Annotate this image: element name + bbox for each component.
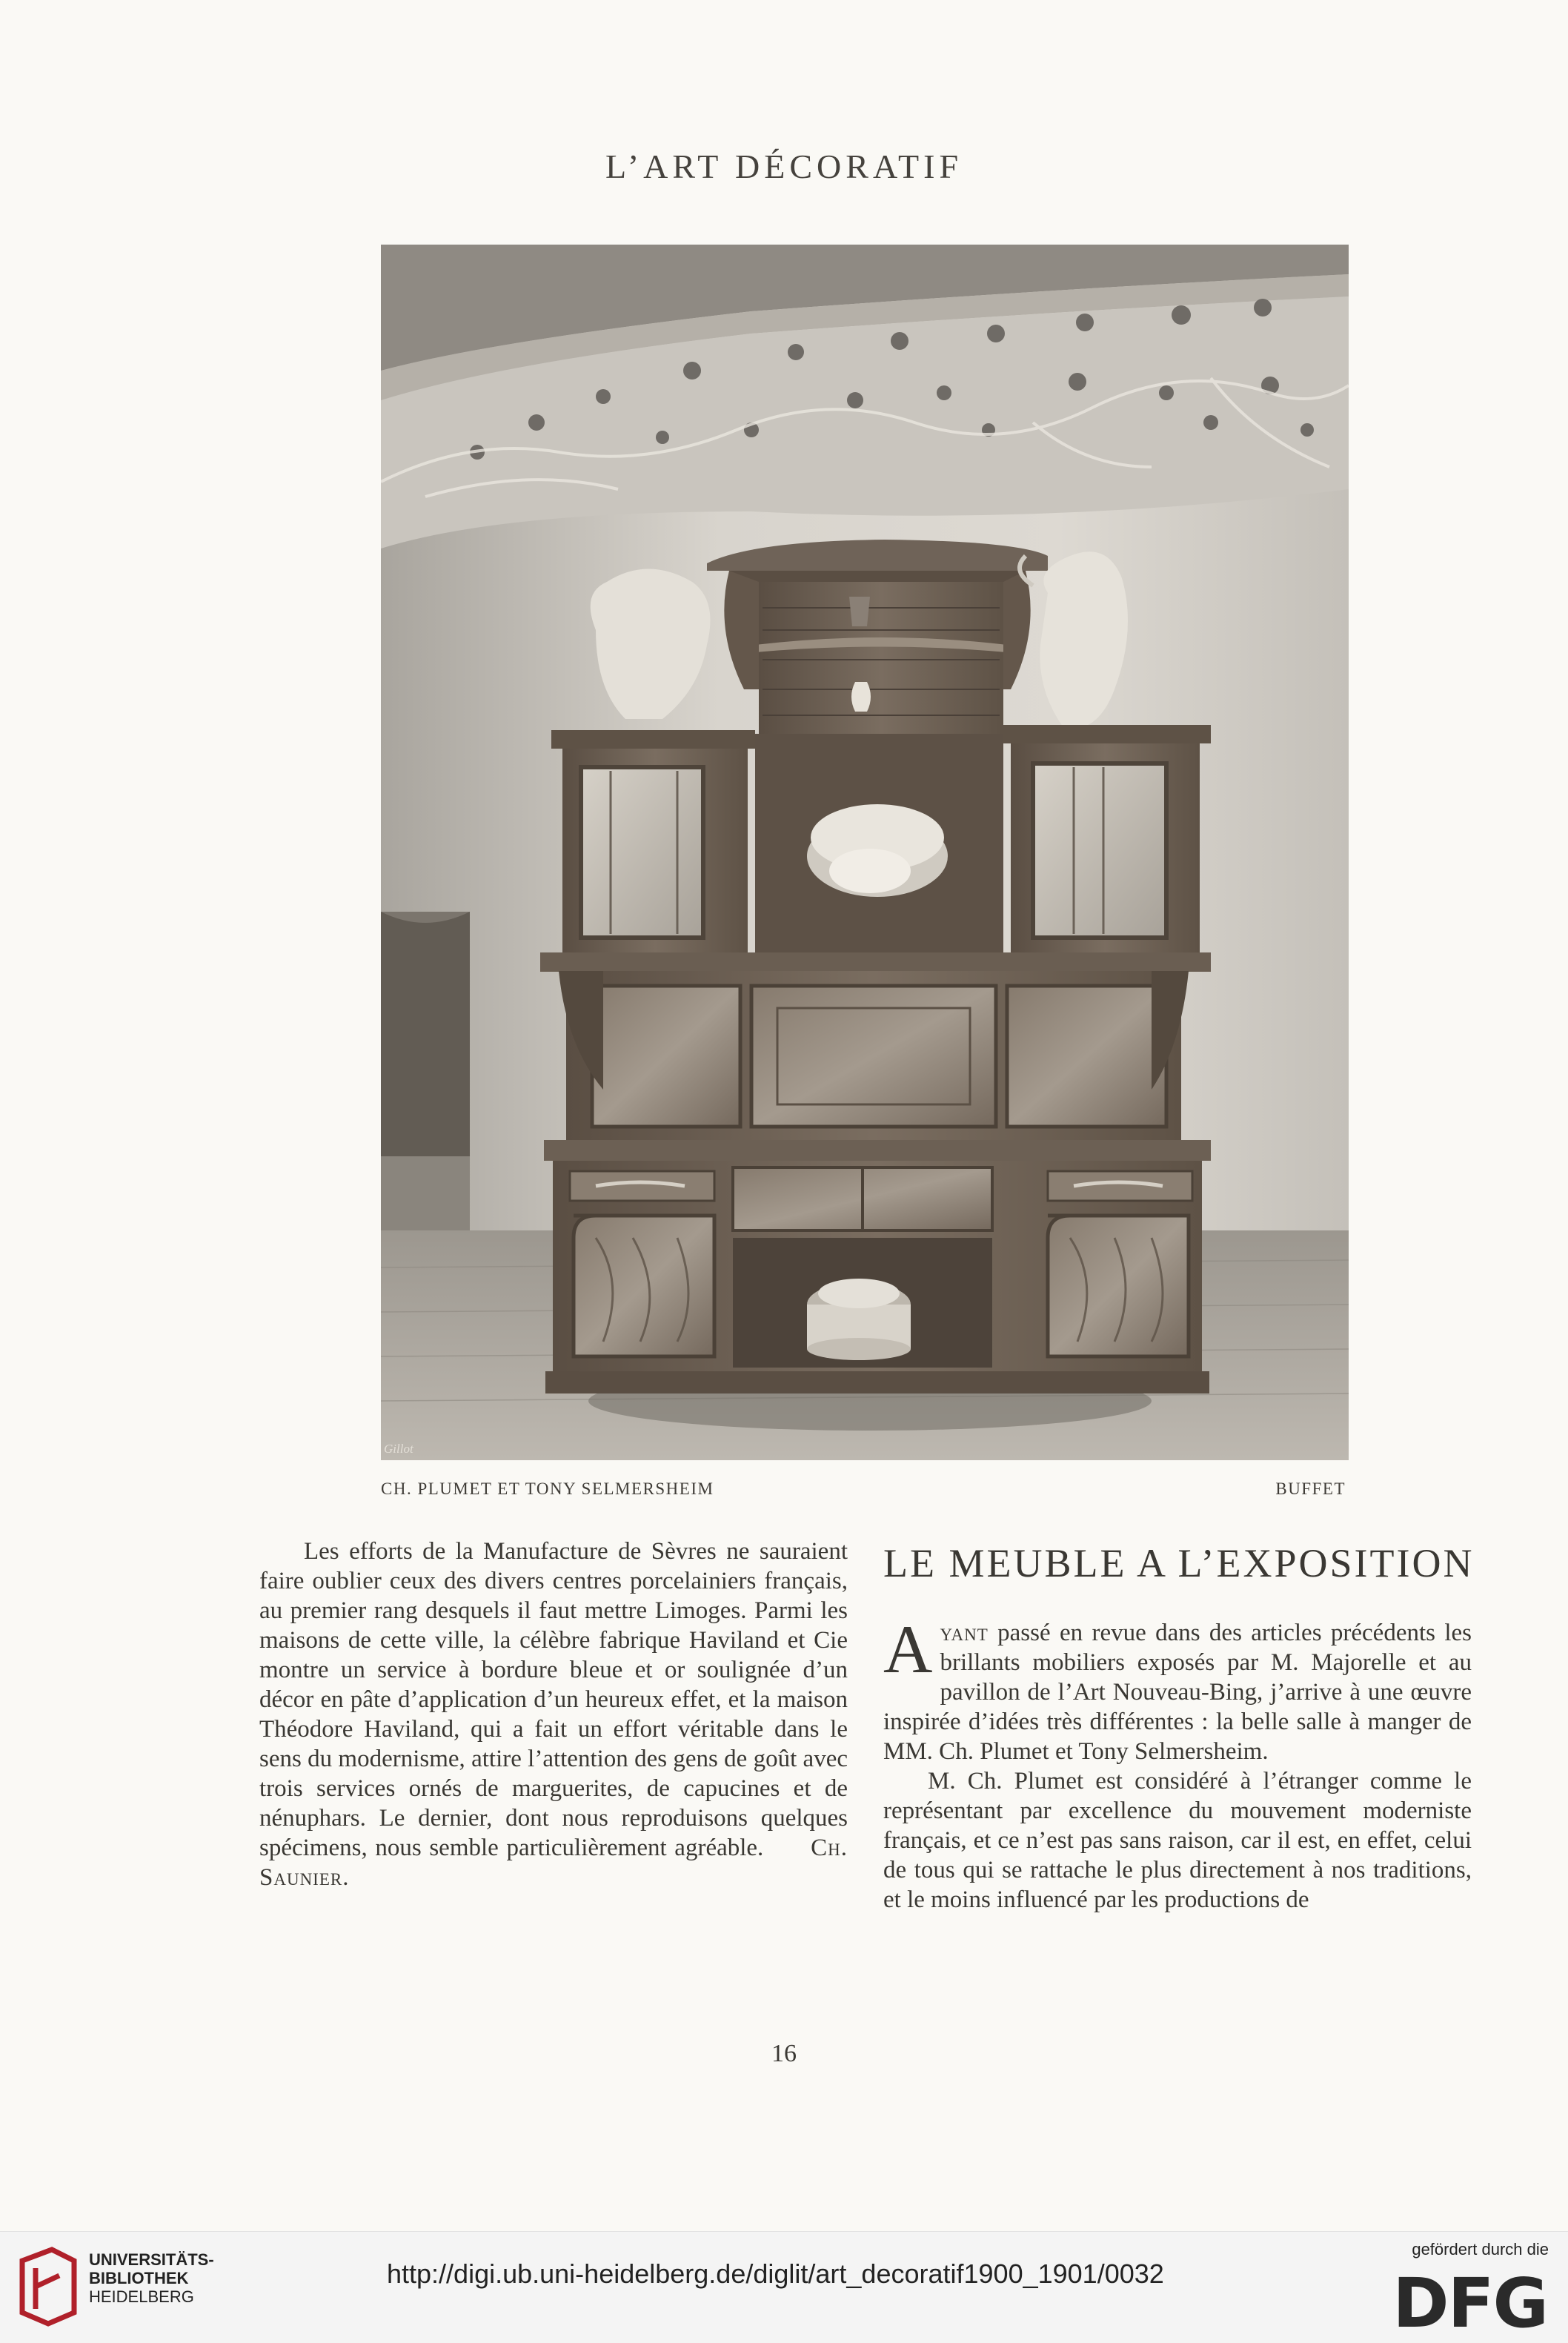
- right-paragraph-1: [883, 1611, 1472, 1766]
- plate-caption-authors: CH. PLUMET ET TONY SELMERSHEIM: [381, 1479, 714, 1498]
- lead-smallcaps: yant: [940, 1620, 989, 1646]
- left-paragraph-text: Les efforts de la Manufacture de Sèvres ne sauraient faire oublier ceux des divers centres porcelainiers français, au premier rang desquels il faut mettre Limoges. Parmi les maisons de cette ville, la célèbre fabrique Haviland et Cie montre un service à bordure bleue et or soulignée d’un décor en pâte d’application d’un heureux effet, et la maison Théodore Haviland, qui a fait un effort véritable dans le sens du modernisme, attire l’attention des gens de goût avec trois services ornés de marguerites, de capucines et de nénuphars. Le dernier, dont nous reproduisons quelques spécimens, nous semble particulièrement agréable.: [259, 1538, 848, 1861]
- engraver-mark: Gillot: [384, 1442, 413, 1456]
- permalink-url[interactable]: http://digi.ub.uni-heidelberg.de/diglit/art_decoratif1900_1901/0032: [387, 2259, 1164, 2289]
- funding-label: gefördert durch die: [1412, 2240, 1549, 2259]
- page-number: 16: [771, 2040, 797, 2067]
- right-paragraph-2: M. Ch. Plumet est considéré à l’étranger comme le représentant par excellence du mouvement moderniste français, et ce n’est pas sans raison, car il est, en effet, celui de tous qui se rattache le plus directement à nos traditions, et le moins influencé par les productions de: [883, 1768, 1472, 1913]
- section-title: LE MEUBLE A L’EXPOSITION: [883, 1541, 1475, 1585]
- library-name-line-1: UNIVERSITÄTS-: [89, 2250, 214, 2269]
- running-title: L’ART DÉCORATIF: [605, 148, 963, 185]
- library-name: [89, 2250, 214, 2306]
- left-column: [259, 1537, 848, 1892]
- buffet-illustration: [381, 245, 1349, 1460]
- right-paragraph-1-text: passé en revue dans des articles précédents les brillants mobiliers exposés par M. Majorelle et au pavillon de l’Art Nouveau-Bing, j’arrive à une œuvre inspirée d’idées très différentes : la belle salle à manger de MM. Ch. Plumet et Tony Selmersheim.: [883, 1620, 1472, 1765]
- dfg-logo: DFG: [1392, 2264, 1547, 2343]
- author-signature: Ch. Saunier.: [259, 1835, 848, 1891]
- library-name-line-3: HEIDELBERG: [89, 2287, 194, 2306]
- drop-cap: A: [883, 1611, 933, 1687]
- buffet-photograph: [381, 245, 1349, 1460]
- university-library-logo-icon: [15, 2246, 82, 2327]
- right-column: [883, 1611, 1472, 1915]
- library-name-line-2: BIBLIOTHEK: [89, 2269, 189, 2287]
- left-paragraph: [259, 1537, 848, 1892]
- plate-caption-title: BUFFET: [1275, 1479, 1346, 1498]
